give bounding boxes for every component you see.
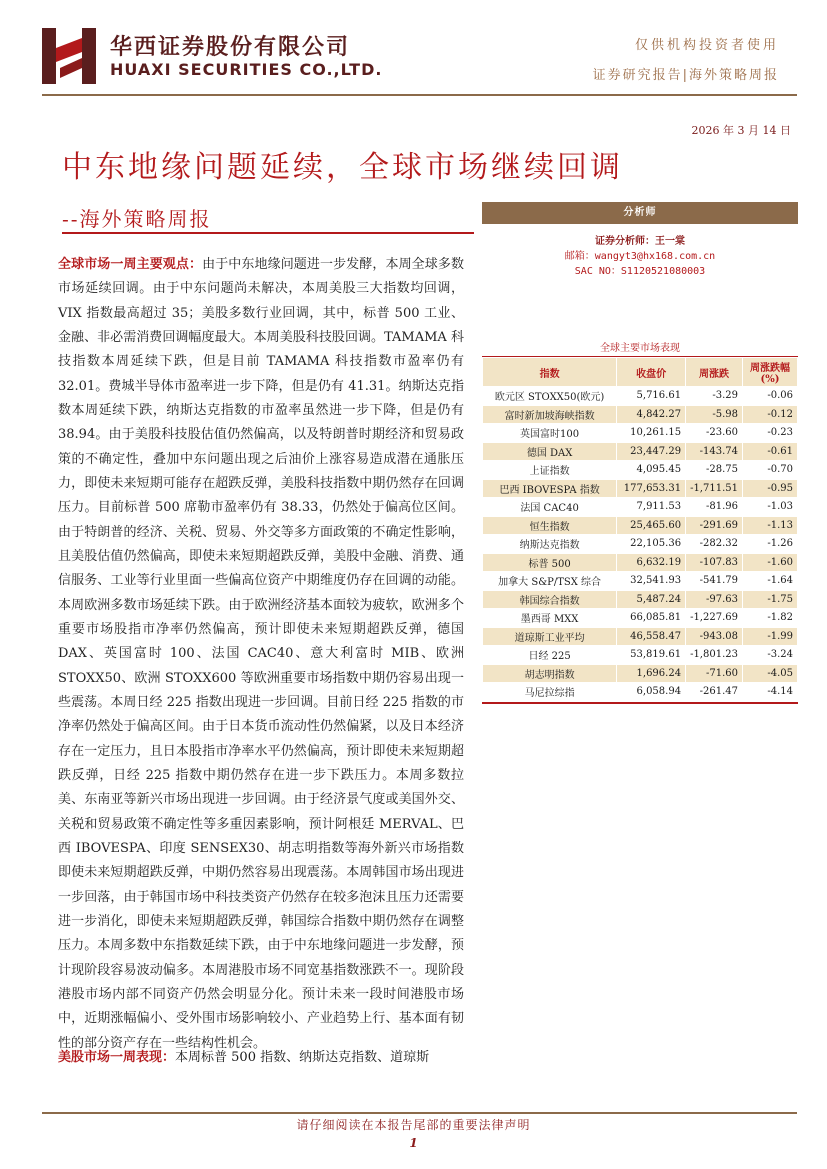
us-market-label: 美股市场一周表现： [58,1050,176,1065]
report-date: 2026 年 3 月 14 日 [691,124,791,137]
weekly-change-pct-cell: -1.82 [742,609,797,628]
close-price-cell: 6,632.19 [617,553,686,572]
close-price-cell: 177,653.31 [617,479,686,498]
table-row [483,479,798,498]
column-header-change: 周涨跌 [686,358,743,387]
index-name-cell: 恒生指数 [483,516,617,535]
summary-label: 全球市场一周主要观点： [58,257,203,272]
close-price-cell: 5,487.24 [617,590,686,609]
report-subtitle: --海外策略周报 [62,207,212,231]
weekly-change-pct-cell: -1.26 [742,535,797,554]
legal-notice: 请仔细阅读在本报告尾部的重要法律声明 [296,1118,531,1132]
weekly-change-cell: -261.47 [686,683,743,702]
table-row [483,609,798,628]
weekly-change-cell: -28.75 [686,461,743,480]
analyst-sac-number: SAC NO：S1120521080003 [574,266,706,277]
table-bottom-rule [482,702,798,704]
weekly-change-pct-cell: -1.64 [742,572,797,591]
table-title: 全球主要市场表现 [482,340,798,357]
report-title: 中东地缘问题延续，全球市场继续回调 [62,150,623,185]
weekly-change-cell: -97.63 [686,590,743,609]
close-price-cell: 4,842.27 [617,405,686,424]
report-header [0,0,827,96]
footer-divider [42,1112,797,1114]
index-name-cell: 上证指数 [483,461,617,480]
subtitle-divider [62,232,474,234]
column-header-index: 指数 [483,358,617,387]
index-name-cell: 法国 CAC40 [483,498,617,517]
weekly-change-cell: -81.96 [686,498,743,517]
table-header-row [483,358,798,387]
table-row [483,627,798,646]
weekly-change-cell: -107.83 [686,553,743,572]
report-type: 证券研究报告|海外策略周报 [592,68,779,83]
close-price-cell: 46,558.47 [617,627,686,646]
audience-note: 仅供机构投资者使用 [634,38,779,53]
close-price-cell: 4,095.45 [617,461,686,480]
index-name-cell: 纳斯达克指数 [483,535,617,554]
summary-paragraph [58,253,464,1056]
weekly-change-cell: -71.60 [686,664,743,683]
close-price-cell: 25,465.60 [617,516,686,535]
analyst-name: 证券分析师：王一棠 [595,236,685,247]
table-row [483,553,798,572]
index-name-cell: 胡志明指数 [483,664,617,683]
table-row [483,424,798,443]
page-number: 1 [409,1136,418,1150]
table-row [483,461,798,480]
table-row [483,664,798,683]
weekly-change-cell: -1,801.23 [686,646,743,665]
column-header-change-pct: 周涨跌幅(%) [742,358,797,387]
index-name-cell: 墨西哥 MXX [483,609,617,628]
close-price-cell: 10,261.15 [617,424,686,443]
weekly-change-cell: -282.32 [686,535,743,554]
table-row [483,498,798,517]
close-price-cell: 6,058.94 [617,683,686,702]
weekly-change-pct-cell: -1.03 [742,498,797,517]
table-row [483,572,798,591]
weekly-change-pct-cell: -0.70 [742,461,797,480]
close-price-cell: 23,447.29 [617,442,686,461]
index-name-cell: 标普 500 [483,553,617,572]
table-row [483,387,798,406]
close-price-cell: 32,541.93 [617,572,686,591]
weekly-change-cell: -23.60 [686,424,743,443]
index-name-cell: 加拿大 S&P/TSX 综合 [483,572,617,591]
weekly-change-pct-cell: -4.05 [742,664,797,683]
close-price-cell: 53,819.61 [617,646,686,665]
weekly-change-pct-cell: -0.61 [742,442,797,461]
index-name-cell: 道琼斯工业平均 [483,627,617,646]
column-header-close: 收盘价 [617,358,686,387]
index-name-cell: 马尼拉综指 [483,683,617,702]
weekly-change-pct-cell: -0.23 [742,424,797,443]
table-row [483,535,798,554]
weekly-change-pct-cell: -4.14 [742,683,797,702]
analyst-section-header: 分析师 [482,202,798,224]
close-price-cell: 22,105.36 [617,535,686,554]
us-market-text: 本周标普 500 指数、纳斯达克指数、道琼斯 [175,1050,430,1065]
huaxi-logo-icon [42,28,96,84]
index-name-cell: 富时新加坡海峡指数 [483,405,617,424]
table-row [483,405,798,424]
weekly-change-cell: -943.08 [686,627,743,646]
analyst-panel [482,202,798,279]
index-name-cell: 日经 225 [483,646,617,665]
close-price-cell: 5,716.61 [617,387,686,406]
table-row [483,516,798,535]
summary-text: 由于中东地缘问题进一步发酵，本周全球多数市场延续回调。由于中东问题尚未解决，本周美股三大指数均回调，VIX 指数最高超过 35；美股多数行业回调，其中，标普 500 工业、金融、非必需消费回调幅度最大。本周美股科技股回调。TAMAMA 科技指数本周延续下跌，但是目前 TAMAMA 科技指数市盈率仍有 32.01。费城半导体市盈率进一步下降，但是仍有 41.31。纳斯达克指数本周延续下跌，纳斯达克指数的市盈率虽然进一步下降，但是仍有 38.94。由于美股科技股估值仍然偏高，以及特朗普时期经济和贸易政策的不确定性，叠加中东问题出现之后油价上涨容易造成潜在通胀压力，即使未来短期可能存在超跌反弹，美股科技指数中期仍然存在回调压力。目前标普 500 席勒市盈率仍有 38.33，仍然处于偏高位区间。由于特朗普的经济、关税、贸易、外交等多方面政策的不确定性影响，且美股估值仍然偏高，即使未来短期超跌反弹，美股中金融、消费、通信服务、工业等行业里面一些偏高位资产中期维度仍存在回调的动能。本周欧洲多数市场延续下跌。由于欧洲经济基本面较为疲软，欧洲多个重要市场股指市净率仍然偏高，预计即使未来短期超跌反弹，德国 DAX、英国富时 100、法国 CAC40、意大利富时 MIB、欧洲 STOXX50、欧洲 STOXX600 等欧洲重要市场指数中期仍容易出现一些震荡。本周日经 225 指数出现进一步回调。目前日经 225 指数的市净率仍然处于偏高区间。由于日本货币流动性仍然偏紧，以及日本经济存在一定压力，且日本股指市净率水平仍然偏高，预计即使未来短期超跌反弹，日经 225 指数中期仍然存在进一步下跌压力。本周多数拉美、东南亚等新兴市场出现进一步回调。由于经济景气度或美国外交、关税和贸易政策不确定性等多重因素影响，预计阿根廷 MERVAL、巴西 IBOVESPA、印度 SENSEX30、胡志明指数等海外新兴市场指数即使未来短期超跌反弹，中期仍然容易出现震荡。本周韩国市场出现进一步回落，由于韩国市场中科技类资产仍然存在较多泡沫且压力还需要进一步消化，即使未来短期超跌反弹，韩国综合指数中期仍然存在调整压力。本周多数中东指数延续下跌，由于中东地缘问题进一步发酵，预计现阶段容易波动偏多。本周港股市场不同宽基指数涨跌不一。现阶段港股市场内部不同资产仍然会明显分化。预计未来一段时间港股市场中，近期涨幅偏小、受外围市场影响较小、产业趋势上行、基本面有韧性的部分资产存在一些结构性机会。 [58,257,464,1051]
weekly-change-pct-cell: -0.95 [742,479,797,498]
index-name-cell: 巴西 IBOVESPA 指数 [483,479,617,498]
weekly-change-cell: -5.98 [686,405,743,424]
index-name-cell: 英国富时100 [483,424,617,443]
weekly-change-pct-cell: -3.24 [742,646,797,665]
header-divider [42,94,797,96]
weekly-change-cell: -291.69 [686,516,743,535]
us-market-paragraph [58,1046,488,1070]
table-row [483,683,798,702]
company-name-en: HUAXI SECURITIES CO.,LTD. [110,60,383,79]
weekly-change-cell: -143.74 [686,442,743,461]
close-price-cell: 1,696.24 [617,664,686,683]
market-performance-table [482,340,798,704]
index-name-cell: 韩国综合指数 [483,590,617,609]
weekly-change-cell: -1,227.69 [686,609,743,628]
weekly-change-pct-cell: -0.06 [742,387,797,406]
weekly-change-cell: -3.29 [686,387,743,406]
analyst-email[interactable]: 邮箱：wangyt3@hx168.com.cn [564,251,716,262]
weekly-change-pct-cell: -0.12 [742,405,797,424]
table-row [483,590,798,609]
close-price-cell: 7,911.53 [617,498,686,517]
index-name-cell: 欧元区 STOXX50(欧元) [483,387,617,406]
weekly-change-pct-cell: -1.60 [742,553,797,572]
table-row [483,442,798,461]
close-price-cell: 66,085.81 [617,609,686,628]
company-name-cn: 华西证券股份有限公司 [110,35,351,60]
weekly-change-cell: -1,711.51 [686,479,743,498]
weekly-change-pct-cell: -1.13 [742,516,797,535]
weekly-change-pct-cell: -1.75 [742,590,797,609]
weekly-change-pct-cell: -1.99 [742,627,797,646]
weekly-change-cell: -541.79 [686,572,743,591]
table-row [483,646,798,665]
index-name-cell: 德国 DAX [483,442,617,461]
